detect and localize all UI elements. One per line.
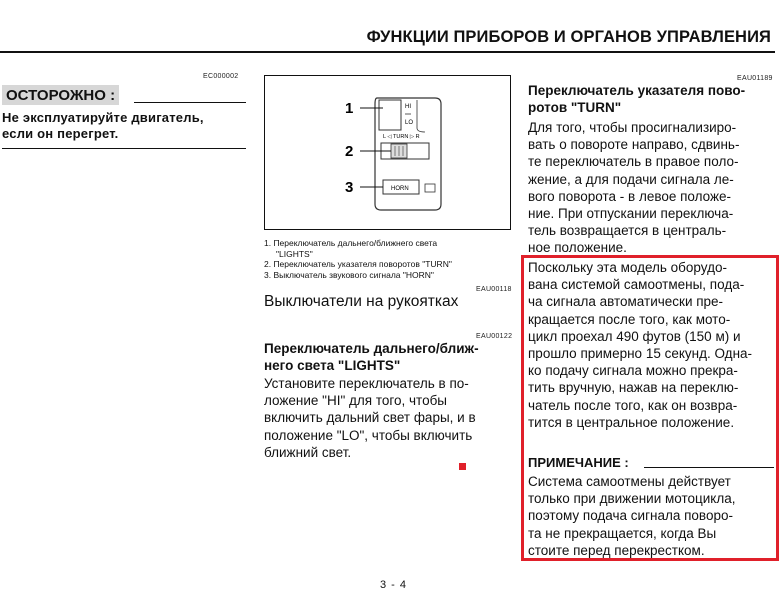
- body-line: тить вручную, нажав на переклю-: [528, 380, 739, 396]
- lights-code: EAU00122: [476, 333, 513, 340]
- subheading-line: Переключатель дальнего/ближ-: [264, 341, 479, 356]
- body-line: ко подачу сигнала можно прекра-: [528, 363, 738, 379]
- caption-line: 3. Выключатель звукового сигнала "HORN": [264, 269, 434, 280]
- body-line: Система самоотмены действует: [528, 474, 731, 489]
- body-line: жение, а для подачи сигнала ле-: [528, 171, 734, 187]
- lights-subheading: [264, 340, 514, 374]
- body-line: ближний свет.: [264, 444, 352, 460]
- body-line: поэтому подача сигнала поворо-: [528, 508, 733, 524]
- header-rule: [0, 51, 775, 53]
- handlebar-switch-figure: [264, 75, 511, 230]
- body-line: те переключатель в правое поло-: [528, 154, 739, 170]
- body-line: цикл проехал 490 футов (150 м) и: [528, 328, 741, 344]
- warning-code: EC000002: [203, 73, 239, 80]
- body-line: ное положение.: [528, 240, 627, 256]
- caption-line: 2. Переключатель указателя поворотов "TURN": [264, 259, 452, 269]
- subheading-line: Переключатель указателя пово-: [528, 83, 746, 98]
- figure-captions: [264, 238, 514, 280]
- warning-text: [2, 110, 246, 142]
- body-line: вого поворота - в левое положе-: [528, 188, 732, 204]
- warning-title: ОСТОРОЖНО :: [2, 85, 119, 105]
- turn-subheading: [528, 82, 774, 116]
- turn-code: EAU01189: [737, 75, 773, 82]
- horn-label: HORN: [391, 186, 409, 192]
- note-title: ПРИМЕЧАНИЕ :: [528, 455, 629, 470]
- body-line: Для того, чтобы просигнализиро-: [528, 120, 737, 135]
- page-number: 3 - 4: [380, 579, 408, 591]
- lights-body: [264, 375, 514, 461]
- body-line: вать о повороте направо, сдвинь-: [528, 137, 740, 153]
- body-line: та не прекращается, когда Вы: [528, 525, 717, 541]
- body-line: ложение "HI" для того, чтобы: [264, 393, 448, 409]
- body-line: ние. При отпускании переключа-: [528, 206, 734, 222]
- note-title-row: [528, 455, 774, 473]
- body-line: только при движении мотоцикла,: [528, 491, 736, 507]
- body-line: Установите переключатель в по-: [264, 376, 469, 391]
- callout-1: 1: [345, 100, 354, 117]
- turn-label: L ◁ TURN ▷ R: [383, 134, 420, 140]
- body-line: включить дальний свет фары, и в: [264, 410, 476, 426]
- section-code: EAU00118: [476, 286, 512, 293]
- subheading-line: ротов "TURN": [528, 100, 622, 115]
- self-cancel-text: [528, 259, 776, 431]
- body-line: кращается после того, как мото-: [528, 311, 731, 327]
- switch-illustration: [265, 76, 510, 229]
- warning-line: если он перегрет.: [2, 126, 119, 141]
- warning-bottom-rule: [2, 148, 246, 149]
- warning-line: Не эксплуатируйте двигатель,: [2, 110, 204, 125]
- body-line: тель возвращается в централь-: [528, 223, 727, 239]
- body-line: ча сигнала автоматически пре-: [528, 294, 724, 310]
- note-title-rule: [644, 467, 774, 468]
- body-line: Поскольку эта модель оборудо-: [528, 260, 727, 275]
- callout-2: 2: [345, 143, 354, 160]
- warning-title-rule: [134, 102, 246, 103]
- body-line: стоите перед перекрестком.: [528, 542, 705, 558]
- subheading-line: него света "LIGHTS": [264, 358, 401, 373]
- callout-3: 3: [345, 179, 354, 196]
- body-line: положение "LO", чтобы включить: [264, 427, 473, 443]
- section-heading: Выключатели на рукоятках: [264, 293, 459, 310]
- body-line: тится в центральное положение.: [528, 414, 735, 430]
- note-text: [528, 473, 776, 559]
- page-header-title: ФУНКЦИИ ПРИБОРОВ И ОРГАНОВ УПРАВЛЕНИЯ: [366, 28, 771, 46]
- red-marker: [459, 463, 466, 470]
- switch-hi-label: HI: [405, 104, 411, 110]
- warning-block: [2, 85, 246, 142]
- caption-line: 1. Переключатель дальнего/ближнего света: [264, 238, 438, 248]
- body-line: прошло примерно 15 секунд. Одна-: [528, 346, 753, 362]
- body-line: чатель после того, как он возвра-: [528, 397, 738, 413]
- switch-lo-label: LO: [405, 120, 414, 126]
- turn-body: [528, 119, 774, 257]
- body-line: вана системой самоотмены, пода-: [528, 277, 745, 293]
- caption-line: "LIGHTS": [276, 248, 313, 259]
